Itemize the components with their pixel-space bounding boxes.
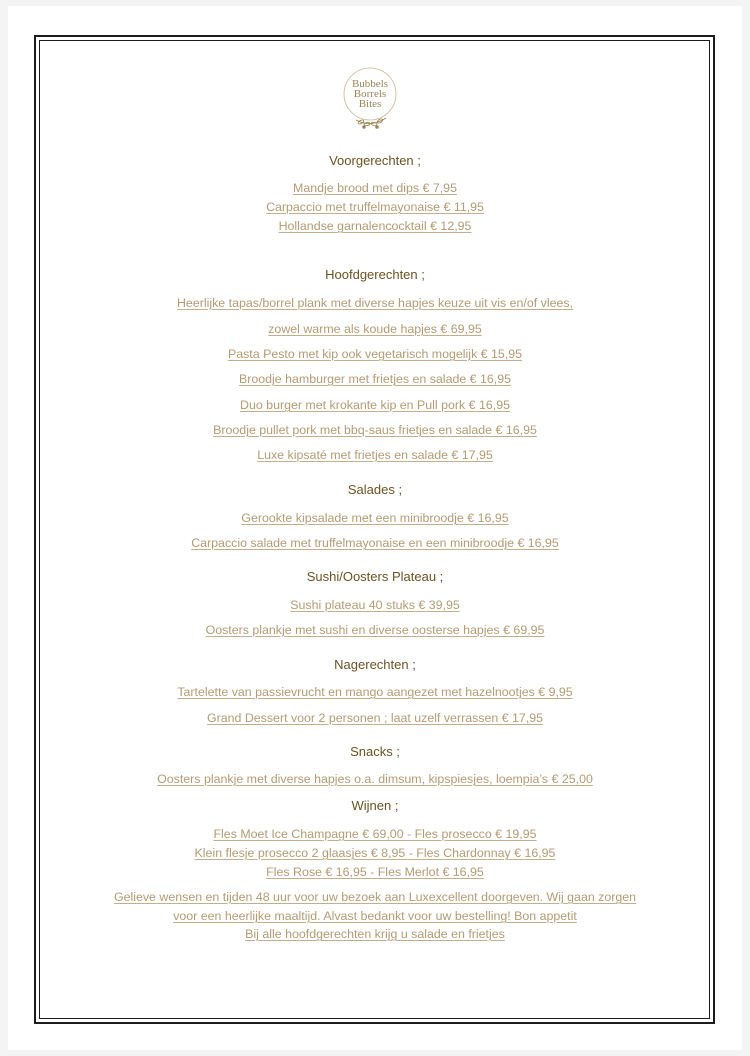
menu-item: Hollandse garnalencocktail € 12,95 — [278, 219, 472, 233]
menu-item: Pasta Pesto met kip ook vegetarisch mogelijk € 15,95 — [227, 347, 523, 361]
menu-item: Klein flesje prosecco 2 glaasjes € 8,95 - Fles Chardonnay € 16,95 — [194, 846, 556, 860]
menu-item: Carpaccio met truffelmayonaise € 11,95 — [266, 200, 484, 214]
menu-item: Sushi plateau 40 stuks € 39,95 — [290, 598, 460, 612]
heading-sushi: Sushi/Oosters Plateau ; — [306, 569, 444, 584]
menu-item: Fles Moet Ice Champagne € 69,00 - Fles prosecco € 19,95 — [213, 827, 537, 841]
footer-note: Bij alle hoofdgerechten krijg u salade en frietjes — [245, 927, 505, 941]
menu-item: zowel warme als koude hapjes € 69,95 — [268, 322, 482, 336]
menu-item: Duo burger met krokante kip en Pull pork € 16,95 — [240, 398, 510, 412]
menu-item: Luxe kipsaté met frietjes en salade € 17,95 — [257, 448, 493, 462]
menu-item: Gerookte kipsalade met een minibroodje € 16,95 — [241, 511, 509, 525]
menu-item: Oosters plankje met diverse hapjes o.a. dimsum, kipspiesjes, loempia’s € 25,00 — [157, 772, 593, 786]
logo-line-2: Borrels — [353, 88, 387, 100]
menu-item: Tartelette van passievrucht en mango aangezet met hazelnootjes € 9,95 — [177, 685, 573, 699]
heading-hoofdgerechten: Hoofdgerechten ; — [325, 267, 425, 282]
menu-item: Oosters plankje met sushi en diverse oosterse hapjes € 69,95 — [205, 623, 545, 637]
menu-item: Carpaccio salade met truffelmayonaise en een minibroodje € 16,95 — [191, 536, 559, 550]
menu-item: Heerlijke tapas/borrel plank met diverse hapjes keuze uit vis en/of vlees, — [176, 296, 573, 310]
menu-item: Mandje brood met dips € 7,95 — [293, 181, 457, 195]
menu-item: Broodje hamburger met frietjes en salade € 16,95 — [238, 372, 512, 386]
footer-note: voor een heerlijke maaltijd. Alvast bedankt voor uw bestelling! Bon appetit — [173, 909, 577, 923]
footer-note: Gelieve wensen en tijden 48 uur voor uw bezoek aan Luxexcellent doorgeven. Wij gaan zorgen — [113, 890, 637, 904]
logo-line-1: Bubbels — [351, 78, 389, 90]
heading-voorgerechten: Voorgerechten ; — [329, 153, 421, 168]
olive-branch-icon — [356, 118, 386, 128]
logo-line-3: Bites — [358, 98, 382, 110]
menu-item: Broodje pullet pork met bbq-saus frietjes en salade € 16,95 — [213, 423, 537, 437]
menu-item: Grand Dessert voor 2 personen ; laat uzelf verrassen € 17,95 — [206, 711, 544, 725]
heading-snacks: Snacks ; — [350, 744, 400, 759]
heading-wijnen: Wijnen ; — [351, 798, 399, 813]
heading-salades: Salades ; — [347, 482, 403, 497]
heading-nagerechten: Nagerechten ; — [334, 657, 416, 672]
menu-item: Fles Rose € 16,95 - Fles Merlot € 16,95 — [266, 865, 484, 879]
restaurant-logo — [338, 66, 402, 136]
